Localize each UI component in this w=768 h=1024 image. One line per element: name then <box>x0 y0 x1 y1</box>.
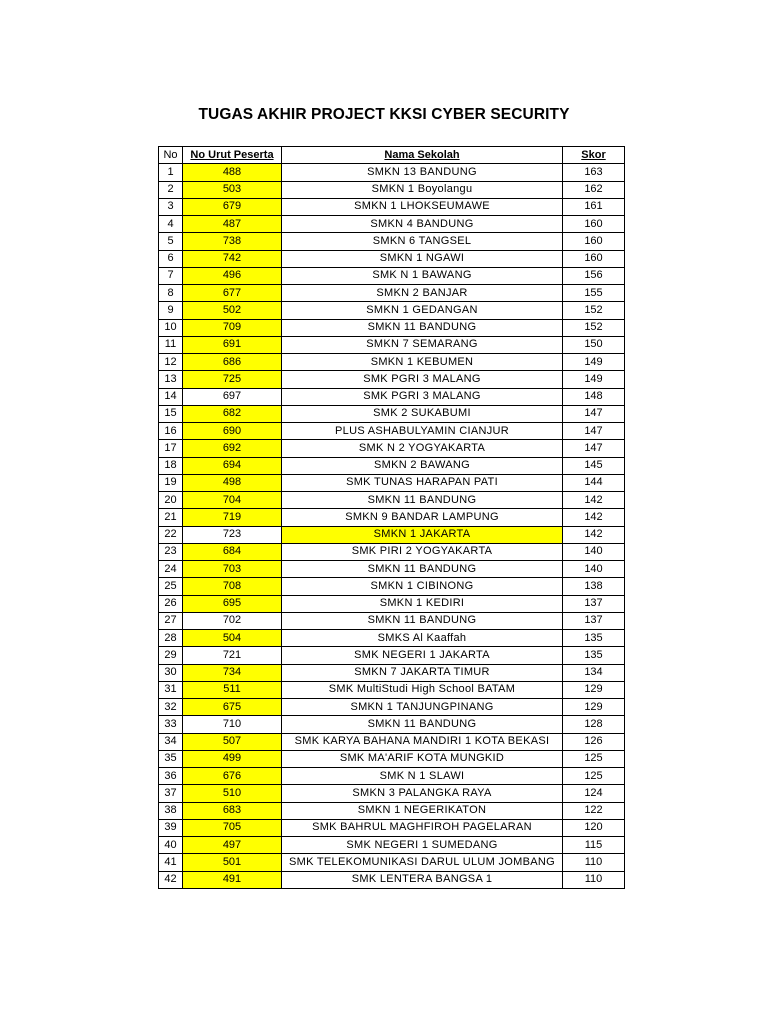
table-row <box>159 561 625 578</box>
row-skor: 110 <box>563 854 625 871</box>
row-no: 37 <box>159 785 183 802</box>
row-no: 25 <box>159 578 183 595</box>
row-urut: 702 <box>183 612 282 629</box>
row-urut: 679 <box>183 198 282 215</box>
table-row <box>159 405 625 422</box>
row-urut: 497 <box>183 837 282 854</box>
row-no: 6 <box>159 250 183 267</box>
table-row <box>159 354 625 371</box>
table-row <box>159 837 625 854</box>
row-skor: 134 <box>563 664 625 681</box>
row-nama: SMKN 2 BANJAR <box>282 285 563 302</box>
row-urut: 723 <box>183 526 282 543</box>
row-skor: 128 <box>563 716 625 733</box>
row-urut: 710 <box>183 716 282 733</box>
table-row <box>159 285 625 302</box>
row-no: 3 <box>159 198 183 215</box>
row-urut: 703 <box>183 561 282 578</box>
row-nama: SMK MultiStudi High School BATAM <box>282 681 563 698</box>
row-skor: 162 <box>563 181 625 198</box>
row-urut: 690 <box>183 423 282 440</box>
table-row <box>159 750 625 767</box>
row-no: 8 <box>159 285 183 302</box>
table-row <box>159 681 625 698</box>
table-row <box>159 440 625 457</box>
row-no: 40 <box>159 837 183 854</box>
table-row <box>159 595 625 612</box>
table-body <box>159 164 625 889</box>
row-urut: 725 <box>183 371 282 388</box>
row-skor: 161 <box>563 198 625 215</box>
row-no: 38 <box>159 802 183 819</box>
row-nama: SMK PGRI 3 MALANG <box>282 388 563 405</box>
row-no: 34 <box>159 733 183 750</box>
row-urut: 705 <box>183 819 282 836</box>
row-nama: SMKN 11 BANDUNG <box>282 612 563 629</box>
row-urut: 742 <box>183 250 282 267</box>
table-row <box>159 526 625 543</box>
row-no: 24 <box>159 561 183 578</box>
row-urut: 684 <box>183 543 282 560</box>
row-urut: 704 <box>183 492 282 509</box>
row-skor: 149 <box>563 354 625 371</box>
row-skor: 147 <box>563 405 625 422</box>
row-no: 39 <box>159 819 183 836</box>
row-nama: SMKN 9 BANDAR LAMPUNG <box>282 509 563 526</box>
table-row <box>159 319 625 336</box>
row-skor: 160 <box>563 233 625 250</box>
row-urut: 501 <box>183 854 282 871</box>
row-nama: SMKN 1 KEBUMEN <box>282 354 563 371</box>
row-skor: 155 <box>563 285 625 302</box>
row-skor: 144 <box>563 474 625 491</box>
table-row <box>159 164 625 181</box>
row-no: 35 <box>159 750 183 767</box>
row-no: 36 <box>159 768 183 785</box>
row-no: 5 <box>159 233 183 250</box>
row-skor: 124 <box>563 785 625 802</box>
row-skor: 125 <box>563 768 625 785</box>
row-nama: SMK NEGERI 1 SUMEDANG <box>282 837 563 854</box>
header-skor: Skor <box>563 147 625 164</box>
row-no: 29 <box>159 647 183 664</box>
row-skor: 147 <box>563 440 625 457</box>
table-row <box>159 716 625 733</box>
row-no: 28 <box>159 630 183 647</box>
page-title: TUGAS AKHIR PROJECT KKSI CYBER SECURITY <box>198 106 570 123</box>
row-skor: 140 <box>563 561 625 578</box>
row-no: 21 <box>159 509 183 526</box>
header-urut: No Urut Peserta <box>183 147 282 164</box>
row-skor: 142 <box>563 526 625 543</box>
row-nama: SMKN 4 BANDUNG <box>282 216 563 233</box>
table-row <box>159 768 625 785</box>
row-skor: 156 <box>563 267 625 284</box>
row-no: 7 <box>159 267 183 284</box>
table-row <box>159 871 625 888</box>
table-row <box>159 733 625 750</box>
row-urut: 502 <box>183 302 282 319</box>
row-nama: SMK LENTERA BANGSA 1 <box>282 871 563 888</box>
row-no: 1 <box>159 164 183 181</box>
table-row <box>159 267 625 284</box>
row-skor: 126 <box>563 733 625 750</box>
row-no: 15 <box>159 405 183 422</box>
row-no: 9 <box>159 302 183 319</box>
row-urut: 496 <box>183 267 282 284</box>
row-urut: 709 <box>183 319 282 336</box>
row-urut: 487 <box>183 216 282 233</box>
row-no: 18 <box>159 457 183 474</box>
row-urut: 686 <box>183 354 282 371</box>
table-row <box>159 612 625 629</box>
row-skor: 148 <box>563 388 625 405</box>
row-nama: SMKN 6 TANGSEL <box>282 233 563 250</box>
row-no: 27 <box>159 612 183 629</box>
row-nama: SMKN 1 LHOKSEUMAWE <box>282 198 563 215</box>
row-urut: 719 <box>183 509 282 526</box>
row-urut: 682 <box>183 405 282 422</box>
row-nama: SMKN 11 BANDUNG <box>282 716 563 733</box>
row-no: 33 <box>159 716 183 733</box>
row-skor: 163 <box>563 164 625 181</box>
row-skor: 137 <box>563 612 625 629</box>
table-row <box>159 664 625 681</box>
row-nama: SMK PGRI 3 MALANG <box>282 371 563 388</box>
row-nama: SMK KARYA BAHANA MANDIRI 1 KOTA BEKASI <box>282 733 563 750</box>
row-skor: 160 <box>563 216 625 233</box>
row-nama: SMKN 1 NEGERIKATON <box>282 802 563 819</box>
table-row <box>159 785 625 802</box>
table-row <box>159 216 625 233</box>
row-nama: SMKN 2 BAWANG <box>282 457 563 474</box>
row-skor: 135 <box>563 647 625 664</box>
row-skor: 152 <box>563 302 625 319</box>
row-urut: 504 <box>183 630 282 647</box>
row-no: 32 <box>159 699 183 716</box>
row-nama: SMKN 1 CIBINONG <box>282 578 563 595</box>
row-no: 13 <box>159 371 183 388</box>
row-urut: 697 <box>183 388 282 405</box>
row-skor: 149 <box>563 371 625 388</box>
table-row <box>159 492 625 509</box>
score-table <box>158 146 625 889</box>
table-header-row <box>159 147 625 164</box>
row-no: 14 <box>159 388 183 405</box>
header-no: No <box>159 147 183 164</box>
row-no: 11 <box>159 336 183 353</box>
row-nama: SMKN 7 SEMARANG <box>282 336 563 353</box>
table-row <box>159 233 625 250</box>
row-no: 30 <box>159 664 183 681</box>
row-urut: 507 <box>183 733 282 750</box>
row-skor: 129 <box>563 699 625 716</box>
row-no: 10 <box>159 319 183 336</box>
row-nama: SMK N 1 BAWANG <box>282 267 563 284</box>
row-urut: 499 <box>183 750 282 767</box>
table-row <box>159 854 625 871</box>
row-nama: SMKN 1 GEDANGAN <box>282 302 563 319</box>
table-row <box>159 198 625 215</box>
table-row <box>159 457 625 474</box>
row-urut: 721 <box>183 647 282 664</box>
row-skor: 142 <box>563 509 625 526</box>
row-no: 23 <box>159 543 183 560</box>
table-row <box>159 647 625 664</box>
table-row <box>159 802 625 819</box>
row-skor: 120 <box>563 819 625 836</box>
row-nama: SMKN 7 JAKARTA TIMUR <box>282 664 563 681</box>
row-no: 2 <box>159 181 183 198</box>
row-nama: SMK N 1 SLAWI <box>282 768 563 785</box>
row-skor: 152 <box>563 319 625 336</box>
row-skor: 147 <box>563 423 625 440</box>
row-urut: 488 <box>183 164 282 181</box>
row-nama: SMKN 1 KEDIRI <box>282 595 563 612</box>
row-nama: SMK BAHRUL MAGHFIROH PAGELARAN <box>282 819 563 836</box>
row-urut: 708 <box>183 578 282 595</box>
row-urut: 503 <box>183 181 282 198</box>
row-no: 22 <box>159 526 183 543</box>
row-skor: 125 <box>563 750 625 767</box>
row-urut: 692 <box>183 440 282 457</box>
row-nama: SMK PIRI 2 YOGYAKARTA <box>282 543 563 560</box>
row-no: 31 <box>159 681 183 698</box>
table-row <box>159 181 625 198</box>
row-urut: 683 <box>183 802 282 819</box>
row-urut: 695 <box>183 595 282 612</box>
row-skor: 138 <box>563 578 625 595</box>
table-row <box>159 578 625 595</box>
row-skor: 140 <box>563 543 625 560</box>
table-row <box>159 509 625 526</box>
row-nama: PLUS ASHABULYAMIN CIANJUR <box>282 423 563 440</box>
table-row <box>159 543 625 560</box>
row-urut: 694 <box>183 457 282 474</box>
row-nama: SMKS Al Kaaffah <box>282 630 563 647</box>
row-nama: SMKN 1 TANJUNGPINANG <box>282 699 563 716</box>
table-row <box>159 336 625 353</box>
row-urut: 675 <box>183 699 282 716</box>
row-skor: 142 <box>563 492 625 509</box>
row-no: 26 <box>159 595 183 612</box>
row-nama: SMKN 11 BANDUNG <box>282 319 563 336</box>
row-no: 12 <box>159 354 183 371</box>
row-nama: SMK NEGERI 1 JAKARTA <box>282 647 563 664</box>
row-urut: 510 <box>183 785 282 802</box>
row-nama: SMKN 1 Boyolangu <box>282 181 563 198</box>
row-no: 16 <box>159 423 183 440</box>
table-row <box>159 819 625 836</box>
row-nama: SMK TELEKOMUNIKASI DARUL ULUM JOMBANG <box>282 854 563 871</box>
row-urut: 498 <box>183 474 282 491</box>
row-no: 17 <box>159 440 183 457</box>
row-nama: SMKN 11 BANDUNG <box>282 492 563 509</box>
row-skor: 122 <box>563 802 625 819</box>
row-nama: SMK N 2 YOGYAKARTA <box>282 440 563 457</box>
table-row <box>159 474 625 491</box>
row-nama: SMKN 13 BANDUNG <box>282 164 563 181</box>
row-nama: SMKN 1 NGAWI <box>282 250 563 267</box>
row-no: 4 <box>159 216 183 233</box>
table-row <box>159 302 625 319</box>
table-row <box>159 699 625 716</box>
row-no: 20 <box>159 492 183 509</box>
row-urut: 491 <box>183 871 282 888</box>
row-skor: 110 <box>563 871 625 888</box>
row-urut: 734 <box>183 664 282 681</box>
row-skor: 129 <box>563 681 625 698</box>
row-skor: 135 <box>563 630 625 647</box>
row-urut: 691 <box>183 336 282 353</box>
row-nama: SMKN 1 JAKARTA <box>282 526 563 543</box>
table-row <box>159 250 625 267</box>
row-skor: 115 <box>563 837 625 854</box>
row-urut: 677 <box>183 285 282 302</box>
row-nama: SMK 2 SUKABUMI <box>282 405 563 422</box>
row-nama: SMKN 11 BANDUNG <box>282 561 563 578</box>
row-skor: 145 <box>563 457 625 474</box>
row-urut: 511 <box>183 681 282 698</box>
row-urut: 738 <box>183 233 282 250</box>
row-no: 41 <box>159 854 183 871</box>
row-nama: SMK TUNAS HARAPAN PATI <box>282 474 563 491</box>
table-row <box>159 388 625 405</box>
row-skor: 137 <box>563 595 625 612</box>
table-row <box>159 371 625 388</box>
row-no: 19 <box>159 474 183 491</box>
table-row <box>159 630 625 647</box>
table-row <box>159 423 625 440</box>
row-skor: 160 <box>563 250 625 267</box>
row-nama: SMK MA'ARIF KOTA MUNGKID <box>282 750 563 767</box>
row-skor: 150 <box>563 336 625 353</box>
header-nama: Nama Sekolah <box>282 147 563 164</box>
row-no: 42 <box>159 871 183 888</box>
row-urut: 676 <box>183 768 282 785</box>
row-nama: SMKN 3 PALANGKA RAYA <box>282 785 563 802</box>
